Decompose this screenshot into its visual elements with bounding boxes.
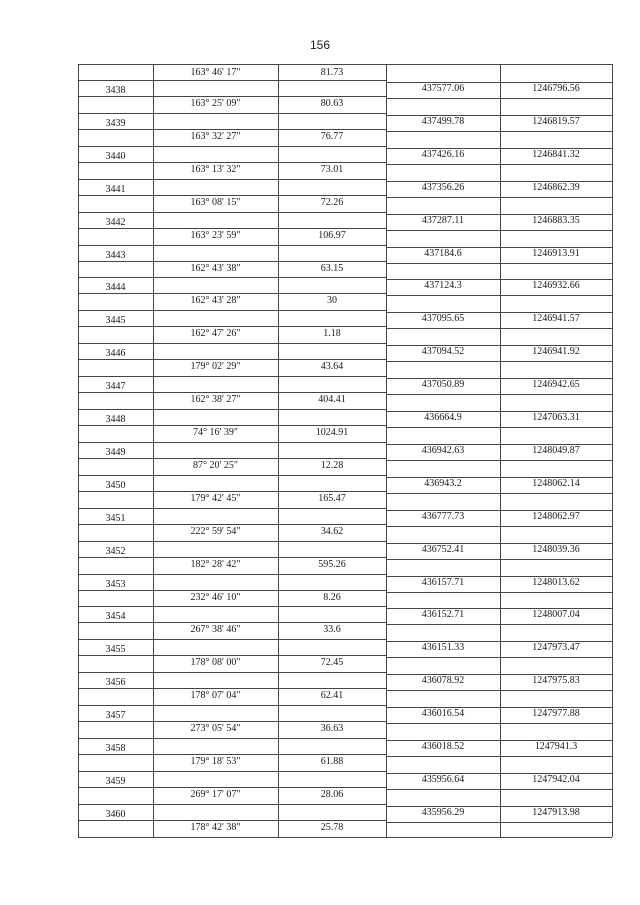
point-cell: 3444: [105, 282, 126, 294]
point-cell: 3438: [105, 85, 126, 96]
bearing-cell: 162° 43' 38": [190, 262, 241, 274]
row-divider: [78, 228, 386, 229]
row-divider: [78, 754, 386, 755]
distance-cell: 72.26: [320, 196, 344, 208]
bearing-cell: 182° 28' 42": [190, 558, 241, 570]
point-cell: 3441: [105, 183, 126, 195]
row-divider: [386, 295, 612, 296]
row-divider: [386, 690, 612, 691]
bearing-cell: 232° 46' 10": [190, 591, 241, 603]
row-divider: [78, 606, 386, 607]
x-coordinate-cell: 436016.54: [421, 708, 465, 720]
row-divider: [78, 376, 386, 377]
point-cell: 3460: [105, 808, 126, 820]
distance-cell: 73.01: [320, 163, 344, 175]
x-coordinate-cell: 435956.64: [421, 773, 465, 785]
x-coordinate-cell: 436157.71: [421, 576, 465, 588]
distance-cell: 1024.91: [315, 427, 349, 438]
bearing-cell: 179° 02' 29": [190, 361, 241, 373]
bearing-cell: 163° 23' 59": [190, 229, 241, 241]
row-divider: [78, 508, 386, 509]
point-cell: 3439: [105, 117, 126, 129]
distance-cell: 28.06: [320, 788, 344, 800]
y-coordinate-cell: 1247977.88: [532, 708, 580, 720]
x-coordinate-cell: 436018.52: [421, 741, 465, 752]
row-divider: [78, 655, 386, 656]
row-divider: [78, 425, 386, 426]
bearing-cell: 162° 38' 27": [190, 394, 241, 406]
y-coordinate-cell: 1247941.3: [534, 741, 578, 752]
row-divider: [386, 657, 612, 658]
y-coordinate-cell: 1246796.56: [532, 83, 580, 94]
x-coordinate-cell: 436752.41: [421, 543, 465, 555]
bearing-cell: 162° 47' 26": [190, 328, 241, 340]
column-border: [612, 64, 613, 837]
y-coordinate-cell: 1248013.62: [532, 576, 580, 588]
bearing-cell: 163° 25' 09": [190, 98, 241, 109]
row-divider: [78, 639, 386, 640]
row-divider: [78, 721, 386, 722]
distance-cell: 404.41: [318, 394, 346, 406]
bearing-cell: 163° 08' 15": [190, 196, 241, 208]
point-cell: 3449: [105, 446, 126, 458]
bearing-cell: 269° 17' 07": [190, 788, 241, 800]
row-divider: [78, 442, 386, 443]
y-coordinate-cell: 1247063.31: [532, 412, 580, 423]
row-divider: [78, 557, 386, 558]
point-cell: 3440: [105, 150, 126, 162]
distance-cell: 34.62: [320, 525, 344, 537]
table-border-top: [78, 64, 612, 65]
x-coordinate-cell: 436943.2: [424, 477, 462, 489]
x-coordinate-cell: 437095.65: [421, 313, 465, 325]
point-cell: 3442: [105, 216, 126, 228]
row-divider: [78, 787, 386, 788]
point-cell: 3447: [105, 381, 126, 393]
x-coordinate-cell: 436942.63: [421, 444, 465, 456]
point-cell: 3458: [105, 743, 126, 754]
x-coordinate-cell: 437050.89: [421, 379, 465, 391]
row-divider: [78, 524, 386, 525]
row-divider: [386, 361, 612, 362]
bearing-cell: 74° 16' 39": [193, 427, 238, 438]
point-cell: 3446: [105, 348, 126, 360]
distance-cell: 61.88: [320, 756, 344, 767]
distance-cell: 1.18: [323, 328, 341, 340]
y-coordinate-cell: 1246941.92: [532, 346, 580, 358]
point-cell: 3448: [105, 414, 126, 425]
distance-cell: 76.77: [320, 130, 344, 142]
point-cell: 3456: [105, 677, 126, 689]
y-coordinate-cell: 1246942.65: [532, 379, 580, 391]
distance-cell: 8.26: [323, 591, 341, 603]
row-divider: [386, 131, 612, 132]
x-coordinate-cell: 435956.29: [421, 806, 465, 818]
point-cell: 3457: [105, 710, 126, 722]
row-divider: [78, 179, 386, 180]
distance-cell: 80.63: [320, 98, 344, 109]
point-cell: 3455: [105, 644, 126, 656]
row-divider: [78, 804, 386, 805]
row-divider: [386, 394, 612, 395]
x-coordinate-cell: 436777.73: [421, 510, 465, 522]
bearing-cell: 179° 18' 53": [190, 756, 241, 767]
bearing-cell: 163° 46' 17": [190, 67, 241, 78]
x-coordinate-cell: 437094.52: [421, 346, 465, 358]
y-coordinate-cell: 1246819.57: [532, 115, 580, 127]
row-divider: [78, 574, 386, 575]
point-cell: 3453: [105, 578, 126, 590]
row-divider: [78, 162, 386, 163]
row-divider: [386, 592, 612, 593]
row-divider: [386, 427, 612, 428]
row-divider: [78, 392, 386, 393]
y-coordinate-cell: 1248007.04: [532, 609, 580, 621]
point-cell: 3459: [105, 775, 126, 787]
point-cell: 3454: [105, 611, 126, 623]
y-coordinate-cell: 1248062.14: [532, 477, 580, 489]
distance-cell: 30: [327, 295, 337, 307]
x-coordinate-cell: 437426.16: [421, 148, 465, 160]
row-divider: [78, 96, 386, 97]
y-coordinate-cell: 1246862.39: [532, 181, 580, 193]
distance-cell: 595.26: [318, 558, 346, 570]
row-divider: [78, 293, 386, 294]
distance-cell: 33.6: [323, 624, 341, 636]
distance-cell: 36.63: [320, 723, 344, 735]
row-divider: [386, 559, 612, 560]
row-divider: [78, 541, 386, 542]
distance-cell: 62.41: [320, 690, 344, 702]
distance-cell: 106.97: [318, 229, 346, 241]
row-divider: [78, 820, 386, 821]
page-number: 156: [309, 38, 331, 52]
bearing-cell: 273° 05' 54": [190, 723, 241, 735]
row-divider: [78, 113, 386, 114]
row-divider: [78, 672, 386, 673]
row-divider: [78, 245, 386, 246]
bearing-cell: 179° 42' 45": [190, 492, 241, 504]
row-divider: [78, 261, 386, 262]
y-coordinate-cell: 1246941.57: [532, 313, 580, 325]
row-divider: [386, 822, 612, 823]
row-divider: [78, 343, 386, 344]
x-coordinate-cell: 437287.11: [421, 214, 465, 226]
distance-cell: 25.78: [320, 821, 344, 833]
y-coordinate-cell: 1248049.87: [532, 444, 580, 456]
row-divider: [78, 277, 386, 278]
row-divider: [386, 740, 612, 741]
row-divider: [78, 458, 386, 459]
y-coordinate-cell: 1246883.35: [532, 214, 580, 226]
bearing-cell: 178° 08' 00": [190, 657, 241, 669]
row-divider: [386, 263, 612, 264]
table-border-bottom: [78, 837, 612, 838]
distance-cell: 63.15: [320, 262, 344, 274]
x-coordinate-cell: 436151.33: [421, 642, 465, 654]
row-divider: [78, 409, 386, 410]
distance-cell: 12.28: [320, 459, 344, 471]
row-divider: [386, 493, 612, 494]
x-coordinate-cell: 437124.3: [424, 280, 462, 292]
y-coordinate-cell: 1247913.98: [532, 806, 580, 818]
bearing-cell: 178° 42' 38": [190, 821, 241, 833]
point-cell: 3452: [105, 545, 126, 557]
row-divider: [78, 195, 386, 196]
x-coordinate-cell: 437499.78: [421, 115, 465, 127]
row-divider: [78, 359, 386, 360]
row-divider: [78, 738, 386, 739]
bearing-cell: 267° 38' 46": [190, 624, 241, 636]
row-divider: [78, 771, 386, 772]
row-divider: [386, 230, 612, 231]
row-divider: [78, 590, 386, 591]
row-divider: [78, 212, 386, 213]
y-coordinate-cell: 1248039.36: [532, 543, 580, 555]
row-divider: [386, 789, 612, 790]
distance-cell: 165.47: [318, 492, 346, 504]
row-divider: [78, 146, 386, 147]
row-divider: [386, 328, 612, 329]
x-coordinate-cell: 437356.26: [421, 181, 465, 193]
point-cell: 3451: [105, 512, 126, 524]
y-coordinate-cell: 1246913.91: [532, 247, 580, 259]
y-coordinate-cell: 1247942.04: [532, 773, 580, 785]
point-cell: 3450: [105, 479, 126, 491]
row-divider: [386, 756, 612, 757]
row-divider: [78, 475, 386, 476]
y-coordinate-cell: 1248062.97: [532, 510, 580, 522]
bearing-cell: 87° 20' 25": [193, 459, 238, 471]
row-divider: [78, 129, 386, 130]
row-divider: [386, 624, 612, 625]
row-divider: [78, 326, 386, 327]
x-coordinate-cell: 437184.6: [424, 247, 462, 259]
row-divider: [386, 460, 612, 461]
row-divider: [386, 164, 612, 165]
row-divider: [78, 622, 386, 623]
y-coordinate-cell: 1247975.83: [532, 675, 580, 687]
row-divider: [78, 705, 386, 706]
bearing-cell: 222° 59' 54": [190, 525, 241, 537]
bearing-cell: 163° 32' 27": [190, 130, 241, 142]
row-divider: [78, 688, 386, 689]
y-coordinate-cell: 1246932.66: [532, 280, 580, 292]
point-cell: 3443: [105, 249, 126, 261]
y-coordinate-cell: 1246841.32: [532, 148, 580, 160]
distance-cell: 72.45: [320, 657, 344, 669]
x-coordinate-cell: 436078.92: [421, 675, 465, 687]
x-coordinate-cell: 436664.9: [424, 412, 462, 423]
row-divider: [78, 491, 386, 492]
row-divider: [386, 197, 612, 198]
row-divider: [386, 723, 612, 724]
y-coordinate-cell: 1247973.47: [532, 642, 580, 654]
bearing-cell: 163° 13' 32": [190, 163, 241, 175]
bearing-cell: 178° 07' 04": [190, 690, 241, 702]
distance-cell: 43.64: [320, 361, 344, 373]
row-divider: [386, 526, 612, 527]
x-coordinate-cell: 436152.71: [421, 609, 465, 621]
x-coordinate-cell: 437577.06: [421, 83, 465, 94]
row-divider: [78, 80, 386, 81]
point-cell: 3445: [105, 315, 126, 327]
row-divider: [78, 310, 386, 311]
row-divider: [386, 98, 612, 99]
distance-cell: 81.73: [320, 67, 344, 78]
bearing-cell: 162° 43' 28": [190, 295, 241, 307]
